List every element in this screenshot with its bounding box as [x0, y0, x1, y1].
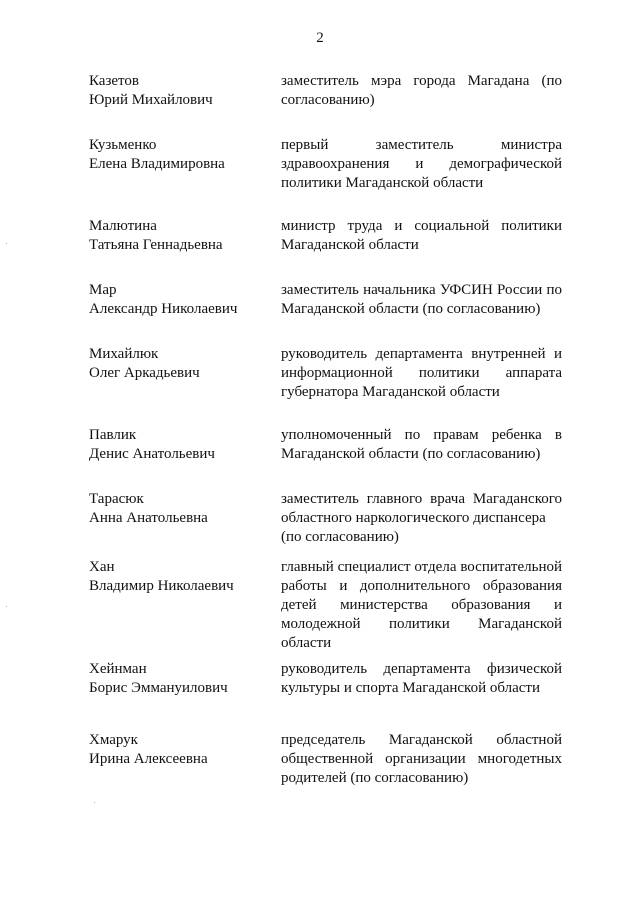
page-number: 2 — [316, 30, 324, 46]
position-line: работы и дополнительного образования — [281, 578, 562, 594]
person-name — [89, 345, 274, 383]
position-line: заместитель мэра города Магадана (по — [281, 73, 562, 89]
person-name — [89, 490, 274, 528]
given-name: Ирина Алексеевна — [89, 751, 208, 767]
surname: Хейнман — [89, 661, 147, 677]
position-line: согласованию) — [281, 92, 375, 108]
given-name: Анна Анатольевна — [89, 510, 208, 526]
position-line: главный специалист отдела воспитательной — [281, 559, 562, 575]
position-line: первый заместитель министра — [281, 137, 562, 153]
given-name: Денис Анатольевич — [89, 446, 215, 462]
given-name: Елена Владимировна — [89, 156, 225, 172]
position-line: (по согласованию) — [281, 529, 399, 545]
position-line: заместитель начальника УФСИН России по — [281, 282, 562, 298]
position-line: области — [281, 635, 332, 651]
position-description — [281, 217, 562, 255]
person-name — [89, 426, 274, 464]
position-line: Магаданской области (по согласованию) — [281, 301, 541, 317]
person-name — [89, 731, 274, 769]
position-line: заместитель главного врача Магаданского — [281, 491, 562, 507]
position-line: Магаданской области (по согласованию) — [281, 446, 541, 462]
person-name — [89, 558, 274, 596]
position-description — [281, 426, 562, 464]
surname: Павлик — [89, 427, 137, 443]
surname: Хмарук — [89, 732, 138, 748]
surname: Михайлюк — [89, 346, 159, 362]
position-line: родителей (по согласованию) — [281, 770, 469, 786]
surname: Малютина — [89, 218, 157, 234]
position-line: здравоохранения и демографической — [281, 156, 562, 172]
position-line: общественной организации многодетных — [281, 751, 562, 767]
given-name: Борис Эммануилович — [89, 680, 228, 696]
position-line: Магаданской области — [281, 237, 419, 253]
position-line: молодежной политики Магаданской — [281, 616, 562, 632]
position-line: культуры и спорта Магаданской области — [281, 680, 540, 696]
position-description — [281, 281, 562, 319]
scan-speck — [6, 606, 7, 607]
person-name — [89, 136, 274, 174]
person-name — [89, 72, 274, 110]
given-name: Александр Николаевич — [89, 301, 238, 317]
position-line: руководитель департамента физической — [281, 661, 562, 677]
position-description — [281, 136, 562, 193]
position-description — [281, 660, 562, 698]
surname: Казетов — [89, 73, 139, 89]
position-description — [281, 558, 562, 653]
surname: Хан — [89, 559, 115, 575]
position-line: уполномоченный по правам ребенка в — [281, 427, 562, 443]
surname: Мар — [89, 282, 117, 298]
position-line: политики Магаданской области — [281, 175, 484, 191]
person-name — [89, 217, 274, 255]
position-line: губернатора Магаданской области — [281, 384, 500, 400]
position-description — [281, 731, 562, 788]
scan-speck — [94, 802, 95, 803]
surname: Кузьменко — [89, 137, 157, 153]
person-name — [89, 281, 274, 319]
person-name — [89, 660, 274, 698]
surname: Тарасюк — [89, 491, 144, 507]
scan-speck — [6, 243, 7, 244]
position-line: министр труда и социальной политики — [281, 218, 562, 234]
position-line: руководитель департамента внутренней и — [281, 346, 562, 362]
given-name: Олег Аркадьевич — [89, 365, 200, 381]
position-line: областного наркологического диспансера — [281, 510, 546, 526]
given-name: Владимир Николаевич — [89, 578, 234, 594]
position-line: информационной политики аппарата — [281, 365, 562, 381]
position-description — [281, 72, 562, 110]
position-line: детей министерства образования и — [281, 597, 562, 613]
position-line: председатель Магаданской областной — [281, 732, 562, 748]
given-name: Татьяна Геннадьевна — [89, 237, 223, 253]
given-name: Юрий Михайлович — [89, 92, 213, 108]
position-description — [281, 490, 562, 547]
position-description — [281, 345, 562, 402]
